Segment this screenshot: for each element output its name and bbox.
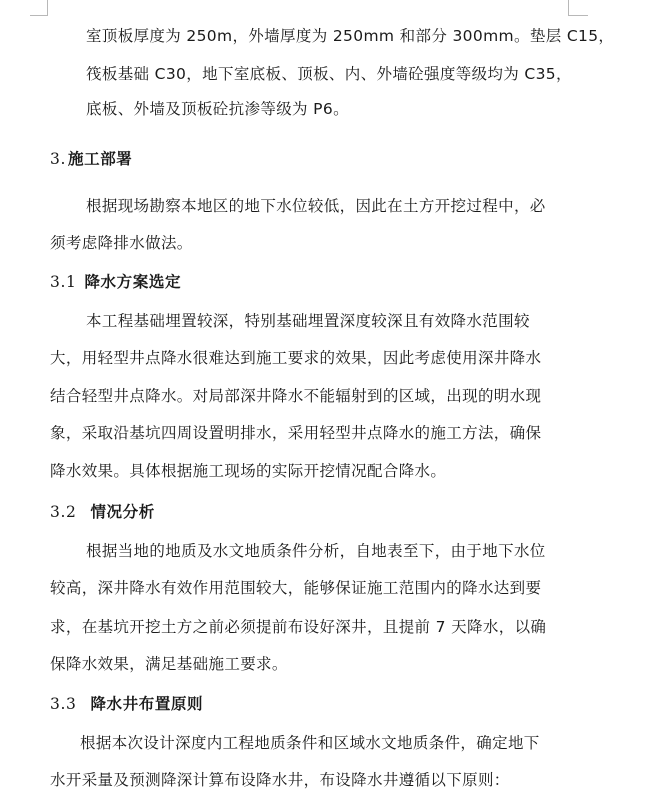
crop-mark-top-left-vertical (47, 0, 48, 16)
paragraph-line: 本工程基础埋置较深，特别基础埋置深度较深且有效降水范围较 (86, 312, 530, 330)
section-title: 降水方案选定 (84, 273, 182, 291)
paragraph-line: 水开采量及预测降深计算布设降水井，布设降水井遵循以下原则： (50, 771, 510, 789)
paragraph-line: 根据本次设计深度内工程地质条件和区域水文地质条件，确定地下 (80, 734, 540, 752)
section-title: 降水井布置原则 (90, 695, 204, 713)
paragraph-line: 大，用轻型井点降水很难达到施工要求的效果，因此考虑使用深井降水 (50, 349, 542, 367)
section-heading-3-2 (50, 502, 155, 522)
paragraph-line: 求，在基坑开挖土方之前必须提前布设好深井，且提前 7 天降水，以确 (50, 618, 547, 636)
paragraph-line: 底板、外墙及顶板砼抗渗等级为 P6。 (86, 100, 349, 118)
section-heading-3-1 (50, 272, 181, 292)
section-title: 施工部署 (68, 150, 133, 168)
section-number: 3.1 (50, 273, 77, 291)
paragraph-line: 较高，深井降水有效作用范围较大，能够保证施工范围内的降水达到要 (50, 579, 542, 597)
paragraph-line: 降水效果。具体根据施工现场的实际开挖情况配合降水。 (50, 462, 447, 480)
section-number: 3.3 (50, 695, 77, 713)
paragraph-line: 筏板基础 C30，地下室底板、顶板、内、外墙砼强度等级均为 C35， (86, 65, 572, 83)
paragraph-line: 根据当地的地质及水文地质条件分析，自地表至下，由于地下水位 (86, 542, 546, 560)
paragraph-line: 结合轻型井点降水。对局部深井降水不能辐射到的区域，出现的明水现 (50, 387, 542, 405)
paragraph-line: 须考虑降排水做法。 (50, 234, 193, 252)
section-number: 3.2 (50, 503, 77, 521)
paragraph-line: 象，采取沿基坑四周设置明排水，采用轻型井点降水的施工方法，确保 (50, 424, 542, 442)
crop-mark-top-left-horizontal (30, 15, 48, 16)
crop-mark-top-right-vertical (568, 0, 569, 16)
section-heading-3 (50, 149, 132, 169)
paragraph-line: 室顶板厚度为 250m，外墙厚度为 250mm 和部分 300mm。垫层 C15， (86, 27, 615, 45)
section-heading-3-3 (50, 694, 203, 714)
paragraph-line: 根据现场勘察本地区的地下水位较低，因此在土方开挖过程中，必 (86, 197, 546, 215)
section-number: 3. (50, 150, 66, 168)
paragraph-line: 保降水效果，满足基础施工要求。 (50, 655, 288, 673)
section-title: 情况分析 (90, 503, 155, 521)
crop-mark-top-right-horizontal (568, 15, 588, 16)
